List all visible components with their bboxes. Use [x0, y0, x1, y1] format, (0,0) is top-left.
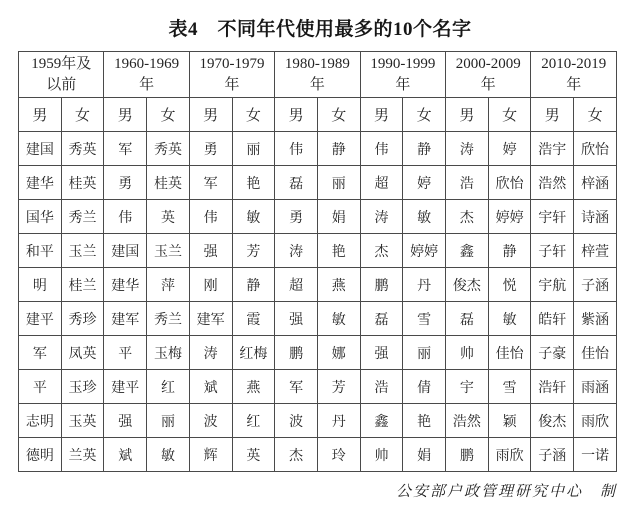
- name-cell: 俊杰: [446, 268, 489, 302]
- name-cell: 浩然: [531, 166, 574, 200]
- name-cell: 敏: [232, 200, 275, 234]
- name-cell: 和平: [19, 234, 62, 268]
- gender-header-1-female: 女: [147, 98, 190, 132]
- name-cell: 凤英: [61, 336, 104, 370]
- name-cell: 桂英: [61, 166, 104, 200]
- name-cell: 芳: [232, 234, 275, 268]
- table-row: [19, 438, 617, 472]
- name-cell: 静: [317, 132, 360, 166]
- name-cell: 雪: [403, 302, 446, 336]
- name-cell: 桂英: [147, 166, 190, 200]
- name-cell: 佳怡: [488, 336, 531, 370]
- decade-header-5: 2000-2009年: [446, 52, 531, 98]
- name-cell: 超: [360, 166, 403, 200]
- gender-header-row: [19, 98, 617, 132]
- gender-header-4-female: 女: [403, 98, 446, 132]
- name-cell: 敏: [488, 302, 531, 336]
- name-cell: 敏: [317, 302, 360, 336]
- name-cell: 婷: [488, 132, 531, 166]
- name-cell: 平: [19, 370, 62, 404]
- name-cell: 建华: [19, 166, 62, 200]
- name-cell: 斌: [189, 370, 232, 404]
- name-cell: 涛: [446, 132, 489, 166]
- name-cell: 伟: [275, 132, 318, 166]
- name-cell: 鹏: [446, 438, 489, 472]
- name-cell: 涛: [360, 200, 403, 234]
- name-cell: 子轩: [531, 234, 574, 268]
- table-row: [19, 200, 617, 234]
- name-cell: 军: [275, 370, 318, 404]
- name-cell: 玉珍: [61, 370, 104, 404]
- name-cell: 佳怡: [574, 336, 617, 370]
- name-cell: 英: [232, 438, 275, 472]
- name-cell: 红梅: [232, 336, 275, 370]
- name-cell: 强: [189, 234, 232, 268]
- name-cell: 诗涵: [574, 200, 617, 234]
- name-cell: 磊: [275, 166, 318, 200]
- name-cell: 婷: [403, 166, 446, 200]
- name-cell: 军: [19, 336, 62, 370]
- name-cell: 静: [232, 268, 275, 302]
- gender-header-1-male: 男: [104, 98, 147, 132]
- name-cell: 艳: [317, 234, 360, 268]
- name-cell: 勇: [275, 200, 318, 234]
- decade-header-row: [19, 52, 617, 98]
- name-cell: 鹏: [275, 336, 318, 370]
- name-cell: 建平: [19, 302, 62, 336]
- name-cell: 敏: [147, 438, 190, 472]
- decade-header-6: 2010-2019年: [531, 52, 617, 98]
- name-cell: 红: [232, 404, 275, 438]
- name-cell: 涛: [189, 336, 232, 370]
- name-cell: 颖: [488, 404, 531, 438]
- name-cell: 子豪: [531, 336, 574, 370]
- name-cell: 静: [488, 234, 531, 268]
- name-cell: 建国: [104, 234, 147, 268]
- name-cell: 霞: [232, 302, 275, 336]
- name-cell: 桂兰: [61, 268, 104, 302]
- name-cell: 红: [147, 370, 190, 404]
- table-row: [19, 302, 617, 336]
- decade-header-1: 1960-1969年: [104, 52, 189, 98]
- name-cell: 丹: [317, 404, 360, 438]
- name-cell: 娟: [317, 200, 360, 234]
- name-cell: 紫涵: [574, 302, 617, 336]
- name-cell: 浩: [446, 166, 489, 200]
- name-cell: 磊: [446, 302, 489, 336]
- name-cell: 浩轩: [531, 370, 574, 404]
- name-cell: 强: [360, 336, 403, 370]
- name-cell: 玉兰: [61, 234, 104, 268]
- name-cell: 强: [275, 302, 318, 336]
- name-cell: 强: [104, 404, 147, 438]
- gender-header-2-male: 男: [189, 98, 232, 132]
- name-cell: 悦: [488, 268, 531, 302]
- table-body: [19, 132, 617, 472]
- name-cell: 欣怡: [488, 166, 531, 200]
- name-cell: 鹏: [360, 268, 403, 302]
- name-cell: 浩宇: [531, 132, 574, 166]
- name-cell: 雪: [488, 370, 531, 404]
- gender-header-3-male: 男: [275, 98, 318, 132]
- name-cell: 燕: [317, 268, 360, 302]
- name-cell: 娟: [403, 438, 446, 472]
- gender-header-0-male: 男: [19, 98, 62, 132]
- table-title: 表4 不同年代使用最多的10个名字: [168, 19, 472, 40]
- name-cell: 梓涵: [574, 166, 617, 200]
- name-cell: 玉兰: [147, 234, 190, 268]
- name-cell: 萍: [147, 268, 190, 302]
- gender-header-6-female: 女: [574, 98, 617, 132]
- decade-header-3: 1980-1989年: [275, 52, 360, 98]
- name-cell: 杰: [275, 438, 318, 472]
- name-cell: 建军: [104, 302, 147, 336]
- name-cell: 丽: [147, 404, 190, 438]
- name-cell: 艳: [403, 404, 446, 438]
- name-cell: 德明: [19, 438, 62, 472]
- name-cell: 勇: [104, 166, 147, 200]
- name-cell: 玲: [317, 438, 360, 472]
- name-cell: 波: [275, 404, 318, 438]
- name-cell: 波: [189, 404, 232, 438]
- table-row: [19, 166, 617, 200]
- name-cell: 丽: [403, 336, 446, 370]
- name-cell: 志明: [19, 404, 62, 438]
- decade-header-0: 1959年及以前: [19, 52, 104, 98]
- name-cell: 芳: [317, 370, 360, 404]
- name-cell: 建国: [19, 132, 62, 166]
- name-cell: 欣怡: [574, 132, 617, 166]
- name-cell: 平: [104, 336, 147, 370]
- name-cell: 涛: [275, 234, 318, 268]
- name-cell: 燕: [232, 370, 275, 404]
- gender-header-0-female: 女: [61, 98, 104, 132]
- name-cell: 倩: [403, 370, 446, 404]
- name-cell: 宇航: [531, 268, 574, 302]
- name-cell: 玉英: [61, 404, 104, 438]
- name-cell: 勇: [189, 132, 232, 166]
- name-cell: 建华: [104, 268, 147, 302]
- gender-header-6-male: 男: [531, 98, 574, 132]
- table-header: [19, 52, 617, 132]
- name-cell: 鑫: [446, 234, 489, 268]
- name-cell: 建平: [104, 370, 147, 404]
- names-table: [18, 51, 617, 472]
- name-cell: 丽: [317, 166, 360, 200]
- name-cell: 玉梅: [147, 336, 190, 370]
- table-row: [19, 234, 617, 268]
- name-cell: 国华: [19, 200, 62, 234]
- table-row: [19, 132, 617, 166]
- name-cell: 伟: [360, 132, 403, 166]
- name-cell: 秀英: [147, 132, 190, 166]
- gender-header-2-female: 女: [232, 98, 275, 132]
- source-attribution: 公安部户政管理研究中心 制: [395, 484, 617, 500]
- name-cell: 鑫: [360, 404, 403, 438]
- table-row: [19, 404, 617, 438]
- name-cell: 艳: [232, 166, 275, 200]
- name-cell: 丹: [403, 268, 446, 302]
- name-cell: 梓萱: [574, 234, 617, 268]
- name-cell: 子涵: [574, 268, 617, 302]
- decade-header-2: 1970-1979年: [189, 52, 274, 98]
- name-cell: 俊杰: [531, 404, 574, 438]
- name-cell: 伟: [189, 200, 232, 234]
- name-cell: 兰英: [61, 438, 104, 472]
- name-cell: 帅: [446, 336, 489, 370]
- name-cell: 磊: [360, 302, 403, 336]
- table-row: [19, 268, 617, 302]
- name-cell: 宇轩: [531, 200, 574, 234]
- gender-header-5-female: 女: [488, 98, 531, 132]
- name-cell: 明: [19, 268, 62, 302]
- name-cell: 秀兰: [147, 302, 190, 336]
- gender-header-5-male: 男: [446, 98, 489, 132]
- name-cell: 军: [189, 166, 232, 200]
- name-cell: 伟: [104, 200, 147, 234]
- name-cell: 超: [275, 268, 318, 302]
- name-cell: 静: [403, 132, 446, 166]
- name-cell: 宇: [446, 370, 489, 404]
- name-cell: 敏: [403, 200, 446, 234]
- name-cell: 浩: [360, 370, 403, 404]
- name-cell: 建军: [189, 302, 232, 336]
- name-cell: 杰: [446, 200, 489, 234]
- gender-header-3-female: 女: [317, 98, 360, 132]
- name-cell: 杰: [360, 234, 403, 268]
- name-cell: 刚: [189, 268, 232, 302]
- table-row: [19, 370, 617, 404]
- name-cell: 丽: [232, 132, 275, 166]
- name-cell: 婷婷: [488, 200, 531, 234]
- name-cell: 秀兰: [61, 200, 104, 234]
- name-cell: 英: [147, 200, 190, 234]
- name-cell: 军: [104, 132, 147, 166]
- name-cell: 秀珍: [61, 302, 104, 336]
- name-cell: 皓轩: [531, 302, 574, 336]
- name-cell: 娜: [317, 336, 360, 370]
- table-row: [19, 336, 617, 370]
- name-cell: 雨欣: [488, 438, 531, 472]
- name-cell: 一诺: [574, 438, 617, 472]
- name-cell: 雨欣: [574, 404, 617, 438]
- name-cell: 婷婷: [403, 234, 446, 268]
- name-cell: 浩然: [446, 404, 489, 438]
- decade-header-4: 1990-1999年: [360, 52, 445, 98]
- name-cell: 子涵: [531, 438, 574, 472]
- name-cell: 秀英: [61, 132, 104, 166]
- name-cell: 斌: [104, 438, 147, 472]
- gender-header-4-male: 男: [360, 98, 403, 132]
- name-cell: 雨涵: [574, 370, 617, 404]
- name-cell: 帅: [360, 438, 403, 472]
- name-cell: 辉: [189, 438, 232, 472]
